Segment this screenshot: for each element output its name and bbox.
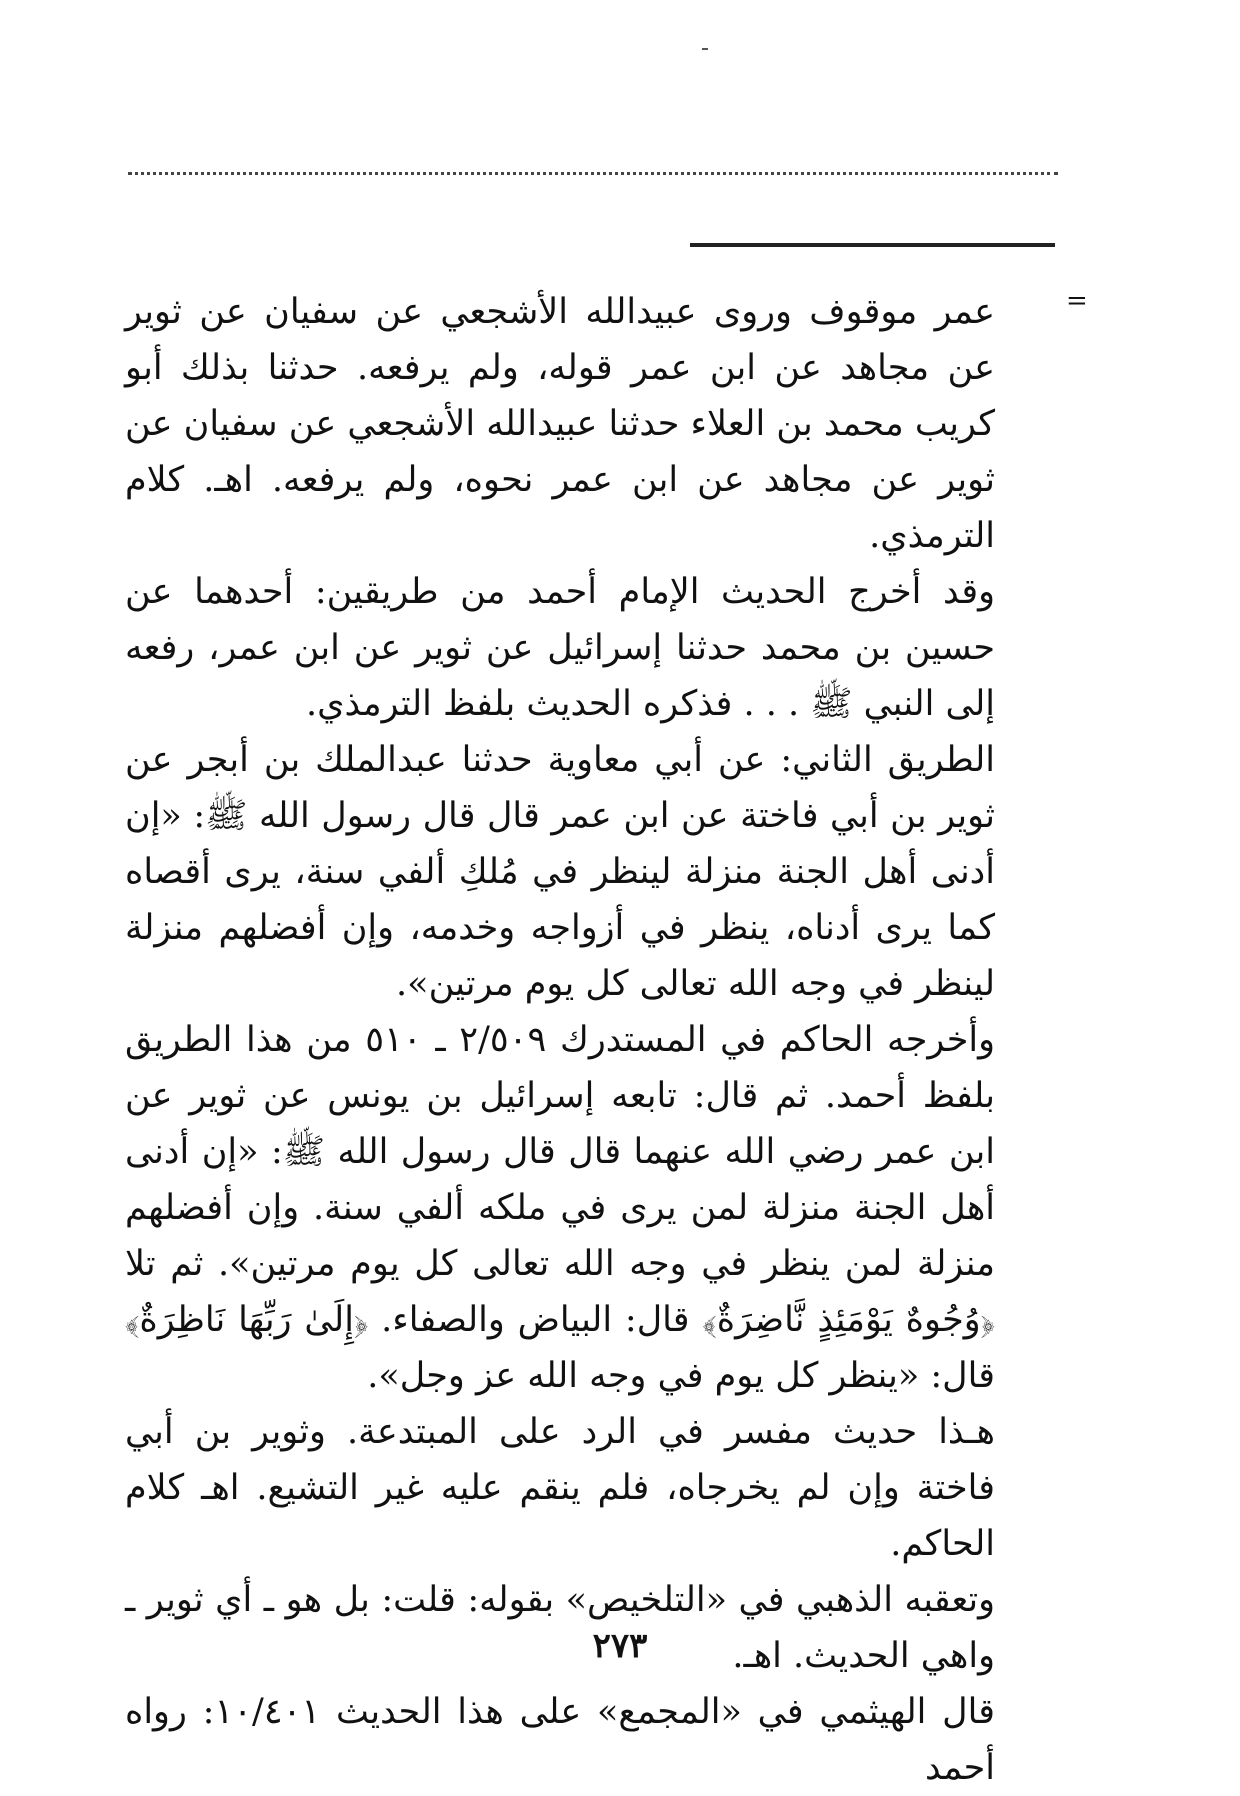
paragraph-1: عمر موقوف وروى عبيدالله الأشجعي عن سفيان عن ثوير عن مجاهد عن ابن عمر قوله، ولم يرفعه. حدثنا بذلك أبو كريب محمد بن العلاء حدثنا عبيدالله الأشجعي عن سفيان عن ثوير عن مجاهد عن ابن عمر نحوه، ولم يرفعه. اهـ. كلام الترمذي. [125,292,995,556]
continuation-mark: = [1066,286,1088,316]
paragraph-5: هـذا حديث مفسر في الرد على المبتدعة. وثوير بن أبي فاختة وإن لم يخرجاه، فلم ينقم عليه غير التشيع. اهـ كلام الحاكم. [125,1412,995,1564]
paragraph-6: وتعقبه الذهبي في «التلخيص» بقوله: قلت: بل هو ـ أي ثوير ـ واهي الحديث. اهـ. [125,1580,995,1676]
footnote-text [125,284,995,1796]
page-number: ٢٧٣ [592,1626,648,1666]
paragraph-7: قال الهيثمي في «المجمع» على هذا الحديث ١٠/٤٠١: رواه أحمد [125,1692,995,1788]
scan-speck [702,48,708,50]
paragraph-4: وأخرجه الحاكم في المستدرك ٢/٥٠٩ ـ ٥١٠ من هذا الطريق بلفظ أحمد. ثم قال: تابعه إسرائيل بن يونس عن ثوير عن ابن عمر رضي الله عنهما قال قال رسول الله ﷺ: «إن أدنى أهل الجنة منزلة لمن يرى في ملكه ألفي سنة. وإن أفضلهم منزلة لمن ينظر في وجه الله تعالى كل يوم مرتين». ثم تلا ﴿وُجُوهٌ يَوْمَئِذٍ نَّاضِرَةٌ﴾ قال: البياض والصفاء. ﴿إِلَىٰ رَبِّهَا نَاظِرَةٌ﴾ قال: «ينظر كل يوم في وجه الله عز وجل». [125,1020,995,1396]
paragraph-2: وقد أخرج الحديث الإمام أحمد من طريقين: أحدهما عن حسين بن محمد حدثنا إسرائيل عن ثوير عن ابن عمر، رفعه إلى النبي ﷺ . . . فذكره الحديث بلفظ الترمذي. [125,572,995,724]
paragraph-3: الطريق الثاني: عن أبي معاوية حدثنا عبدالملك بن أبجر عن ثوير بن أبي فاختة عن ابن عمر قال قال رسول الله ﷺ: «إن أدنى أهل الجنة منزلة لينظر في مُلكِ ألفي سنة، يرى أقصاه كما يرى أدناه، ينظر في أزواجه وخدمه، وإن أفضلهم منزلة لينظر في وجه الله تعالى كل يوم مرتين». [125,740,995,1004]
dotted-separator [128,172,1058,175]
footnote-separator [690,243,1055,247]
